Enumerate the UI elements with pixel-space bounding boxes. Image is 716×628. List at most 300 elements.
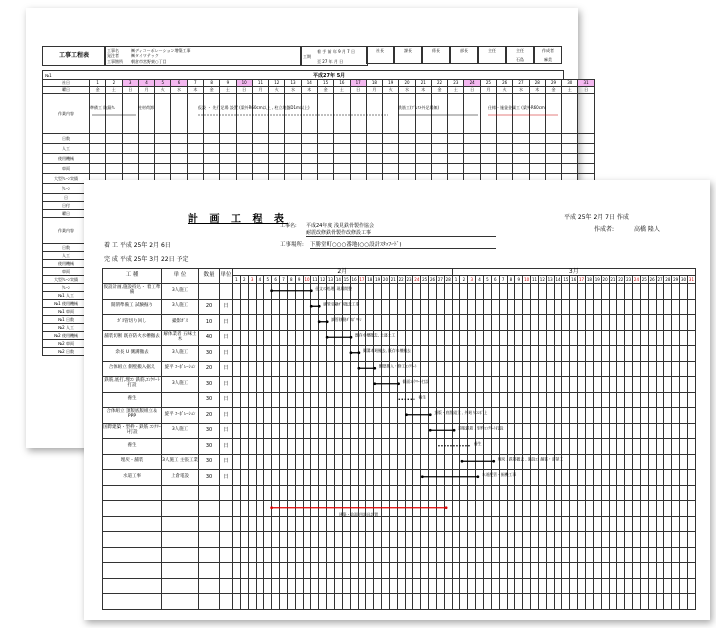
gantt-bar-endpoint [405,413,408,416]
front-day-cell: 3 [468,276,476,284]
gantt-bar-endpoint [318,320,321,323]
back-data-cell [269,164,285,174]
back-data-cell [464,134,480,144]
back-row-label: 作業内容 [43,94,90,134]
front-col-header: 数量 [199,269,220,284]
gantt-bar-label: 調管移動ｶﾞｽﾎﾟﾘﾁﾝ [331,316,362,322]
front-day-cell: 16 [571,276,577,282]
gantt-bar-label: 養生 [418,394,427,400]
gantt-bar-endpoint [310,289,313,292]
front-day-cell: 17 [359,276,365,282]
gantt-bar-endpoint [373,382,376,385]
front-day-cell: 12 [320,276,326,282]
front-day-cell: 8 [287,276,295,284]
back-weekday-cell: 土 [448,87,464,94]
back-data-cell [285,144,301,154]
front-task-unit: 撮影ｶﾞｽ [162,315,199,331]
back-date-cell: 10 [236,80,252,87]
back-data-cell [155,144,171,154]
back-data-cell [285,134,301,144]
back-date-row [43,80,595,87]
back-data-cell [366,154,382,164]
front-task-name: 養生 [103,439,162,455]
back-row-label: 作業内容 [43,218,90,244]
back-weekday-cell: 水 [399,87,415,94]
gantt-bar-endpoint [429,429,432,432]
back-approval-name: 麻美 [544,57,552,62]
front-site-label: 工事場所: [280,242,304,248]
back-data-cell [317,164,333,174]
front-task-qty: 30 [199,454,220,470]
back-data-cell [480,144,496,154]
front-col-header: 工 種 [103,269,162,284]
back-data-cell [399,154,415,164]
back-data-cell [301,154,317,164]
front-task-unit: 3人施工 [162,299,199,315]
back-weekday-cell: 水 [171,87,187,94]
front-day-cell: 18 [586,276,592,282]
back-data-cell [220,154,236,164]
front-task-name: ｶﾞｽ管切り回し [103,315,162,331]
back-approval-header: 部長 [460,48,468,53]
front-day-cell: 15 [563,276,569,282]
back-approval-box [394,46,422,64]
back-data-cell [106,134,122,144]
front-task-qty: 30 [199,423,220,439]
gantt-bar-endpoint [350,336,353,339]
front-col-header: 単位 [220,269,233,284]
back-data-cell [562,164,578,174]
front-day-cell: 2 [460,276,468,284]
back-row-label: 曜日 [43,87,90,94]
front-task-u: 日 [220,315,233,331]
back-data-cell [317,134,333,144]
back-data-cell [399,144,415,154]
back-data-row [43,154,595,164]
back-data-cell [350,134,366,144]
back-data-cell [187,164,203,174]
back-data-cell [464,144,480,154]
back-weekday-cell: 木 [415,87,431,94]
back-data-cell [236,154,252,164]
front-month-feb: 2月 [233,269,453,276]
gantt-bar-endpoint [492,460,495,463]
back-data-cell [138,134,154,144]
front-day-cell: 10 [304,276,310,282]
back-info-label-0: 工事名 [107,48,119,53]
front-day-cell: 23 [626,276,632,282]
back-date-cell: 1 [90,80,106,87]
back-info-box [104,46,302,66]
back-approval-header: 作成者 [542,48,554,53]
back-data-cell [171,154,187,164]
back-data-cell [529,164,545,174]
gantt-bar-endpoint [453,429,456,432]
back-data-cell [317,144,333,154]
back-approval-box [422,46,450,64]
gantt-bar-endpoint [318,305,321,308]
back-data-cell [366,164,382,174]
back-annotation-1: 柱材荷卸 [138,105,154,110]
back-weekday-cell: 土 [334,87,350,94]
back-data-cell [171,144,187,154]
front-task-qty: 20 [199,299,220,315]
back-data-cell [529,144,545,154]
back-data-cell [578,144,594,154]
back-data-cell [252,154,268,164]
front-day-cell: 26 [429,276,436,282]
front-day-cell: 14 [335,276,341,282]
front-gantt-bars [84,180,710,620]
front-day-cell: 4 [256,276,264,284]
gantt-bar-endpoint [310,305,313,308]
gantt-bar-label: 仕文の処理, 現場開整 [315,285,352,291]
front-project-line-0: 平成24年度 浅見鉄骨製作協会 [306,223,374,229]
front-task-unit: 3人施工 主張工業 [162,454,199,470]
back-data-cell [431,154,447,164]
front-day-cell: 5 [484,276,492,284]
front-month-mar: 3月 [452,269,695,276]
back-data-row [43,164,595,174]
gantt-bar-endpoint [373,367,376,370]
back-date-cell: 9 [220,80,236,87]
back-data-cell [203,134,219,144]
gantt-bar-endpoint [270,289,273,292]
back-row-label: №2 使用機械 [43,332,90,340]
back-approval-box [534,46,562,64]
back-end-label: 至 27 年 月 日 [317,59,344,64]
back-date-cell: 13 [285,80,301,87]
front-day-cell: 4 [476,276,484,284]
back-row-label: 人工 [43,252,90,260]
gantt-bar-endpoint [445,506,448,509]
back-data-cell [203,164,219,174]
back-data-cell [431,134,447,144]
back-annotation-2: 仮設 ・ 先行足場 設置 (梁外R60cm以上 , 柱立地盤D1m以上) [198,105,310,110]
back-data-cell [155,154,171,164]
back-row-label: 使用機械 [43,154,90,164]
front-day-cell: 11 [531,276,538,282]
gantt-bar-label: 既存水槽撤去, 土盛土工 [354,332,396,338]
back-data-cell [122,134,138,144]
back-annotation-3: 鉄筋工(ﾌﾟﾚｽﾄ外足場無) [398,105,440,110]
back-date-cell: 2 [106,80,122,87]
back-data-cell [252,144,268,154]
front-task-name: 国際建築・型枠・鉄筋 ｺﾝｸﾘｰﾄ打設 [103,423,162,439]
back-data-cell [122,144,138,154]
front-day-cell: 27 [437,276,443,282]
back-weekday-cell: 日 [350,87,366,94]
back-period-box [300,46,368,66]
gantt-bar-label: 埋戻 , 鉄筋撤去 , 施設ｺﾝ 舗装・清掃工 [497,456,564,462]
back-data-cell [155,134,171,144]
back-start-label: 着 手 前 年 9 月 7 日 [317,49,355,54]
back-data-cell [529,154,545,164]
back-data-cell [383,134,399,144]
front-day-cell: 7 [280,276,288,284]
back-weekday-cell: 火 [155,87,171,94]
front-task-u: 日 [220,377,233,393]
back-data-cell [90,134,106,144]
back-data-cell [513,164,529,174]
back-data-cell [187,134,203,144]
back-annotation-arrows [88,112,562,118]
back-approval-header: 主任 [516,48,524,53]
back-data-cell [334,164,350,174]
back-weekday-cell: 金 [545,87,561,94]
back-data-cell [187,144,203,154]
back-weekday-cell: 火 [269,87,285,94]
back-annotations [88,104,562,122]
back-approval-box [478,46,506,64]
back-data-cell [399,164,415,174]
back-data-cell [399,134,415,144]
back-approval-header: 課長 [404,48,412,53]
front-task-name: 鉄筋,底打,埋ｺﾝ 鉄筋,ｺﾝｸﾘｰﾄ打設 [103,377,162,393]
back-weekday-cell: 金 [431,87,447,94]
back-data-cell [578,154,594,164]
gantt-bar-endpoint [357,351,360,354]
back-data-cell [383,154,399,164]
back-data-cell [334,134,350,144]
back-data-cell [448,144,464,154]
back-data-cell [562,134,578,144]
front-day-cell: 9 [295,276,303,284]
back-data-cell [464,164,480,174]
back-data-cell [301,144,317,154]
back-data-cell [497,164,513,174]
front-task-u: 日 [220,299,233,315]
front-date: 平成 25年 2月 7日 作成 [564,214,629,221]
back-info-label-1: 発注者 [107,53,119,58]
front-day-cell: 18 [367,276,373,282]
back-weekday-cell: 日 [578,87,594,94]
back-data-cell [138,144,154,154]
front-day-cell: 8 [507,276,515,284]
back-data-cell [106,164,122,174]
back-data-cell [480,134,496,144]
front-day-cell: 24 [633,276,639,282]
back-data-cell [301,134,317,144]
front-day-cell: 14 [555,276,561,282]
back-date-cell: 12 [269,80,285,87]
back-data-cell [301,164,317,174]
back-data-cell [497,134,513,144]
back-row-label: №2 車両 [43,340,90,348]
back-weekday-cell: 金 [90,87,106,94]
back-data-cell [480,164,496,174]
back-weekday-cell: 月 [480,87,496,94]
back-data-cell [448,134,464,144]
gantt-bar-label: 頂版・底版組立 , 外廻りｺﾝﾎﾟ上 [434,409,488,415]
front-task-qty: 30 [199,346,220,362]
gantt-bar-endpoint [397,382,400,385]
gantt-bar-endpoint [326,336,329,339]
front-task-name: 舗装切断 既存防火水槽撤去 [103,330,162,346]
front-creator-label: 作成者: [594,226,615,233]
back-approval-boxes [366,46,562,64]
front-day-cell: 12 [539,276,545,282]
back-row-label: 日数 [43,244,90,252]
front-day-cell: 24 [414,276,420,282]
back-approval-header: 社長 [376,48,384,53]
back-data-cell [529,134,545,144]
front-task-u: 日 [220,408,233,424]
back-weekday-cell: 木 [187,87,203,94]
gantt-bar-endpoint [326,320,329,323]
back-data-cell [415,164,431,174]
front-task-u: 日 [220,470,233,486]
front-day-cell: 29 [673,276,679,282]
back-row-label: №1 日数 [43,316,90,324]
back-title: 工事工程表 [42,46,106,66]
back-data-cell [90,154,106,164]
back-info-value-2: 朝倉市宮野東○丁目 [131,59,167,64]
back-approval-box [366,46,394,64]
front-day-cell: 1 [452,276,460,284]
front-day-cell: 7 [499,276,507,284]
front-day-cell: 19 [594,276,600,282]
back-annotation-4: 仕様・施釜金属工 (梁外R60cm) [488,105,547,110]
front-day-cell: 23 [406,276,412,282]
back-weekday-cell: 木 [529,87,545,94]
front-task-name: 合体組立 側壁搬入据え [103,361,162,377]
back-date-cell: 19 [383,80,399,87]
front-task-unit: 解体業者 五味土木 [162,330,199,346]
front-day-cell: 6 [272,276,280,284]
back-data-cell [383,164,399,174]
front-day-cell: 13 [328,276,334,282]
back-row-label: 大型ｸﾚｰﾝ実績 [43,174,90,184]
front-task-unit: 旋平 ｺｰﾎﾟﾚｰｼｮﾝ [162,408,199,424]
back-data-cell [562,154,578,164]
front-day-cell: 15 [343,276,349,282]
back-data-cell [90,164,106,174]
back-data-cell [122,154,138,164]
front-col-header: 単 位 [162,269,199,284]
front-day-cell: 25 [641,276,647,282]
back-weekday-cell: 木 [301,87,317,94]
back-annotation-0: 準備工 防錆ｸﾚ [90,105,116,110]
gantt-bar-endpoint [476,475,479,478]
back-date-cell: 25 [480,80,496,87]
front-day-cell: 5 [264,276,272,284]
back-date-cell: 5 [155,80,171,87]
back-data-cell [171,134,187,144]
back-data-cell [497,154,513,164]
back-weekday-row [43,87,595,94]
back-data-cell [138,164,154,174]
front-task-unit: 3人施工 [162,377,199,393]
back-data-cell [203,154,219,164]
back-data-cell [513,134,529,144]
front-day-cell: 19 [375,276,381,282]
back-data-cell [545,154,561,164]
front-task-unit: 3人施工 [162,284,199,300]
gantt-bar-endpoint [350,351,353,354]
back-date-cell: 26 [497,80,513,87]
back-weekday-cell: 日 [464,87,480,94]
back-data-cell [545,134,561,144]
back-data-cell [562,144,578,154]
back-approval-name: 石島 [516,57,524,62]
front-day-cell: 28 [445,276,451,282]
front-day-cell: 9 [515,276,523,284]
back-row-label: 車両 [43,268,90,276]
back-data-cell [138,154,154,164]
front-task-qty: 30 [199,392,220,408]
back-data-cell [236,134,252,144]
front-task-u: 日 [220,330,233,346]
front-task-unit: 上倉電設 [162,470,199,486]
back-date-cell: 15 [317,80,333,87]
back-data-cell [106,154,122,164]
front-task-qty: 20 [199,408,220,424]
front-task-u: 日 [220,346,233,362]
back-date-cell: 3 [122,80,138,87]
back-data-cell [334,154,350,164]
back-info-value-1: ㈱タイワテック [131,53,159,58]
back-data-cell [480,154,496,164]
gantt-bar-endpoint [461,460,464,463]
front-day-cell: 30 [680,276,687,282]
front-task-name: 仮設計画,施設持込・ 着工準備 [103,284,162,300]
front-task-qty: 30 [199,470,220,486]
back-data-cell [252,164,268,174]
front-task-unit: 旋平 ｺｰﾎﾟﾚｰｼｮﾝ [162,361,199,377]
back-data-cell [90,144,106,154]
front-task-u: 日 [220,392,233,408]
back-weekday-cell: 金 [317,87,333,94]
front-task-qty: 30 [199,439,220,455]
back-data-cell [366,134,382,144]
back-data-cell [155,164,171,174]
back-row-label: 人工 [43,144,90,154]
back-data-row [43,144,595,154]
front-start-text: 着 工 平成 25年 2月 6日 [104,242,171,249]
front-task-qty: 20 [199,361,220,377]
back-row-label: №1 人工 [43,292,90,300]
back-data-cell [187,154,203,164]
back-period-label: 工期 [303,54,311,59]
back-date-cell: 29 [545,80,561,87]
front-site-text: 下勝堂町○○○番地(○○設計ｽﾀｯﾌｰﾄﾞ) [310,240,496,249]
front-day-cell: 28 [665,276,671,282]
back-weekday-cell: 火 [497,87,513,94]
front-day-cell: 10 [524,276,530,282]
front-task-name: 水道工事 [103,470,162,486]
back-data-cell [236,164,252,174]
front-day-cell: 6 [491,276,499,284]
back-row-label: №1 使用機械 [43,300,90,308]
back-weekday-cell: 土 [106,87,122,94]
back-date-cell: 31 [578,80,594,87]
back-data-cell [285,164,301,174]
back-weekday-cell: 日 [236,87,252,94]
back-date-cell: 21 [415,80,431,87]
front-day-cell: 1 [233,276,241,284]
front-task-u: 日 [220,454,233,470]
back-data-cell [448,154,464,164]
front-task-name: 埋戻・舗装 [103,454,162,470]
gantt-bar-endpoint [421,475,424,478]
back-month-label: 平成27年 5月 [313,73,346,79]
back-weekday-cell: 土 [220,87,236,94]
back-row-label: 大型ｸﾚｰﾝ実績 [43,276,90,284]
back-date-cell: 7 [187,80,203,87]
back-weekday-cell: 金 [203,87,219,94]
back-row-label: 車両 [43,164,90,174]
